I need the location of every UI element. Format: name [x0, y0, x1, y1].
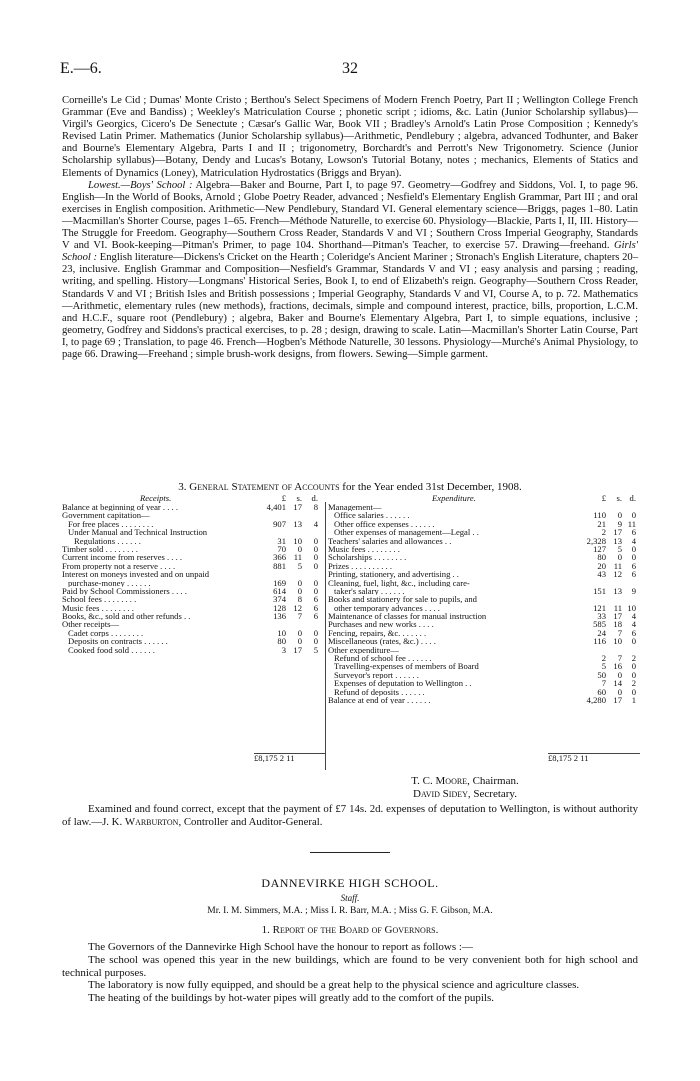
column-divider [325, 502, 326, 770]
shillings-value: 10 [613, 636, 622, 647]
account-item: Other expenses of management—Legal . . [334, 528, 479, 537]
shillings-value: 0 [617, 686, 622, 697]
report-paragraph: The Governors of the Dannevirke High School have the honour to report as follows :— [88, 941, 473, 953]
account-item: Interest on moneys invested and on unpaid [62, 570, 210, 579]
paragraph [62, 180, 638, 361]
account-item: other temporary advances . . . . [334, 603, 440, 613]
pence-value: 0 [631, 543, 636, 554]
pence-value: 1 [631, 694, 636, 705]
account-item: taker's salary . . . . . . [334, 586, 405, 596]
shillings-unit: s. [616, 493, 622, 503]
account-item: Cadet corps . . . . . . . . [68, 628, 144, 638]
account-item: Scholarships . . . . . . . . [328, 553, 407, 562]
pence-value: 6 [313, 594, 318, 605]
shillings-value: 7 [297, 611, 302, 622]
shillings-value: 0 [617, 552, 622, 563]
account-row [328, 654, 640, 662]
account-row [328, 545, 640, 553]
shillings-value: 14 [613, 678, 622, 689]
shillings-value: 12 [293, 602, 302, 613]
pence-unit: d. [311, 493, 318, 503]
pounds-value: 127 [593, 543, 606, 554]
account-item: For free places . . . . . . . . [68, 519, 154, 529]
pence-value: 4 [313, 518, 318, 529]
account-row [328, 587, 640, 595]
pounds-value: 80 [277, 636, 286, 647]
account-item: Teachers' salaries and allowances . . [328, 536, 452, 545]
shillings-value: 0 [617, 669, 622, 680]
account-row [328, 637, 640, 645]
pence-value: 0 [313, 636, 318, 647]
shillings-value: 13 [293, 518, 302, 529]
pounds-value: 881 [273, 560, 286, 571]
board-report-text [62, 941, 638, 1005]
pounds-value: 60 [597, 686, 606, 697]
shillings-value: 11 [613, 560, 622, 571]
pounds-value: 5 [601, 661, 606, 672]
pounds-value: 116 [593, 636, 606, 647]
account-item: Office salaries . . . . . . [334, 511, 410, 520]
pounds-value: 2 [601, 527, 606, 538]
pounds-value: 21 [597, 518, 606, 529]
account-item: Cooked food sold . . . . . . [68, 645, 155, 655]
shillings-value: 8 [297, 594, 302, 605]
staff-list: Mr. I. M. Simmers, M.A. ; Miss I. R. Barr, M.A. ; Miss G. F. Gibson, M.A. [207, 906, 493, 916]
account-row [328, 679, 640, 687]
shillings-value: 16 [613, 661, 622, 672]
shillings-value: 17 [613, 611, 622, 622]
account-row [328, 520, 640, 528]
pence-value: 0 [631, 636, 636, 647]
school-heading: DANNEVIRKE HIGH SCHOOL. [261, 876, 439, 890]
pence-value: 4 [631, 535, 636, 546]
account-row [328, 570, 640, 578]
pence-value: 0 [631, 510, 636, 521]
pence-value: 5 [313, 644, 318, 655]
pence-value: 0 [313, 577, 318, 588]
pounds-value: 31 [277, 535, 286, 546]
signatory-chairman: T. C. Moore, Chairman. [411, 775, 519, 787]
account-item: Books, &c., sold and other refunds . . [62, 612, 191, 621]
pounds-value: 80 [597, 552, 606, 563]
pence-value: 8 [313, 502, 318, 512]
account-item: Books and stationery for sale to pupils, and [328, 595, 477, 604]
pounds-value: 4,401 [266, 502, 286, 512]
account-item: Fencing, repairs, &c. . . . . . . [328, 628, 427, 638]
pounds-value: 33 [597, 611, 606, 622]
paragraph-text: English literature—Dickens's Cricket on the Hearth ; Coleridge's Ancient Mariner ; Stronach's English Literature, chapters 20–23, inclusive. English Grammar and Composition—Nesfield's Grammar, Standards V and VI ; easy analysis and parsing ; reading, writing, and spelling. History—Longmans' Historical Series, Book I, to end of Elizabeth's reign. Geography—Southern Cross Reader, Standards V and VI ; British Isles and British possessions ; Imperial Geography, Standards V and VI, Course A, to p. 72. Mathematics—Arithmetic, elementary rules (new methods), fractions, decimals, simple and compound interest, practice, bills, proportion, L.C.M. and H.C.F., square root (Pendlebury) ; algebra, Baker and Bourne's Elementary Algebra, Part I, to simple equations, inclusive ; geometry, Godfrey and Siddons's practical exercises, to p. 28 ; design, drawing to scale. Latin—Macmillan's Shorter Latin Course, Part I, to page 69 ; Translation, to page 46. French—Hogben's Méthode Naturelle, 30 lessons. Physiology—Murché's Animal Physiology, to page 66. Drawing—Freehand ; simple brush-work designs, from flowers. Sewing—Simple garment. [62, 252, 638, 360]
shillings-value: 7 [617, 653, 622, 664]
account-row [62, 646, 324, 654]
pence-value: 0 [313, 560, 318, 571]
shillings-value: 0 [297, 627, 302, 638]
account-item: School fees . . . . . . . . [62, 595, 137, 604]
account-item: Balance at beginning of year . . . . [62, 503, 178, 512]
account-row [328, 562, 640, 570]
shillings-value: 0 [617, 510, 622, 521]
shillings-value: 0 [297, 636, 302, 647]
account-item: Miscellaneous (rates, &c.) . . . . [328, 637, 436, 646]
shillings-value: 11 [613, 602, 622, 613]
pounds-unit: £ [281, 493, 286, 503]
totals-row [62, 750, 640, 762]
pounds-value: 43 [597, 569, 606, 580]
account-item: purchase-money . . . . . . [68, 578, 151, 587]
pence-value: 11 [627, 518, 636, 529]
account-item: Printing, stationery, and advertising . . [328, 570, 459, 579]
pence-value: 0 [313, 543, 318, 554]
pounds-value: 2,328 [586, 535, 606, 546]
pence-value: 4 [631, 619, 636, 630]
account-row [62, 612, 324, 620]
pence-value: 2 [631, 653, 636, 664]
account-item: Music fees . . . . . . . . [328, 544, 400, 554]
italic-label: Lowest.—Boys' School : [88, 179, 193, 191]
account-item: Other expenditure— [328, 645, 399, 655]
pence-value: 0 [313, 627, 318, 638]
shillings-value: 10 [293, 535, 302, 546]
pounds-value: 7 [601, 678, 606, 689]
account-item: Refund of school fee . . . . . . [334, 654, 432, 663]
account-item: Current income from reserves . . . . [62, 553, 183, 562]
pounds-value: 366 [273, 552, 286, 563]
shillings-value: 5 [617, 543, 622, 554]
receipts-column [62, 494, 324, 654]
shillings-value: 11 [293, 552, 302, 563]
account-item: Surveyor's report . . . . . . [334, 670, 419, 680]
account-row [328, 662, 640, 670]
pounds-value: 585 [593, 619, 606, 630]
account-row [62, 503, 324, 511]
pence-value: 0 [313, 552, 318, 563]
shillings-value: 18 [613, 619, 622, 630]
account-item: Regulations . . . . . . [74, 536, 141, 545]
shillings-value: 0 [297, 577, 302, 588]
shillings-value: 0 [297, 585, 302, 596]
paragraph [62, 95, 638, 180]
pounds-value: 121 [593, 602, 606, 613]
account-row [62, 520, 324, 528]
pounds-value: 20 [597, 560, 606, 571]
pence-value: 0 [313, 535, 318, 546]
expenditure-heading: Expenditure. [432, 493, 476, 503]
pence-value: 0 [631, 686, 636, 697]
pence-value: 6 [631, 527, 636, 538]
pounds-value: 3 [281, 644, 286, 655]
pounds-value: 614 [273, 585, 286, 596]
pounds-unit: £ [601, 493, 606, 503]
account-row [328, 553, 640, 561]
account-item: Deposits on contracts . . . . . . [68, 637, 168, 646]
account-item: Maintenance of classes for manual instruction [328, 612, 487, 621]
total-receipts: £8,175 2 11 [254, 753, 326, 762]
shillings-value: 7 [617, 627, 622, 638]
section-divider [310, 852, 390, 853]
pounds-value: 907 [273, 518, 286, 529]
report-heading: 1. Report of the Board of Governors. [261, 924, 439, 936]
signatures [330, 775, 600, 801]
account-item: Other office expenses . . . . . . [334, 519, 435, 529]
account-item: Expenses of deputation to Wellington . . [334, 679, 472, 688]
shillings-value: 17 [613, 527, 622, 538]
account-item: Cleaning, fuel, light, &c., including care- [328, 578, 470, 587]
account-row [62, 562, 324, 570]
pence-value: 6 [313, 602, 318, 613]
pence-value: 0 [631, 552, 636, 563]
shillings-unit: s. [296, 493, 302, 503]
report-code: E.—6. [60, 60, 102, 77]
pounds-value: 136 [273, 611, 286, 622]
pence-value: 0 [631, 661, 636, 672]
account-item: Government capitation— [62, 511, 150, 520]
account-item: Purchases and new works . . . . [328, 620, 434, 629]
shillings-value: 9 [617, 518, 622, 529]
pounds-value: 4,280 [586, 694, 606, 705]
pounds-value: 169 [273, 577, 286, 588]
pounds-value: 128 [273, 602, 286, 613]
account-row [328, 671, 640, 679]
account-row [328, 604, 640, 612]
report-paragraph: The heating of the buildings by hot-water pipes will greatly add to the comfort of the pupils. [88, 992, 494, 1005]
paragraph-text: Corneille's Le Cid ; Dumas' Monte Cristo ; Berthou's Select Specimens of Modern French Poetry, Part II ; Wellington College French Grammar (Eve and Bandiss) ; Weekley's Matriculation Course ; phonetic script ; idioms, &c. Latin (Junior Scholarship syllabus)—Virgil's Georgics, Cicero's De Senectute ; Cæsar's Gallic War, Book VII ; Bradley's Arnold's Latin Prose Composition ; Kennedy's Revised Latin Primer. Mathematics (Junior Scholarship syllabus)—Arithmetic, Pendlebury ; algebra, advanced Todhunter, and Baker and Bourne's Elementary Algebra, Parts I and II ; trigonometry, Borchardt's and Perrott's New Trigonometry. Science (Junior Scholarship syllabus)—Botany, Dendy and Lucas's Botany, Lowson's Tutorial Botany, notes ; mechanics, Elements of Statics and Elements of Dynamics (Loney), Matriculation Hydrostatics (Briggs and Bryan). [62, 95, 638, 179]
staff-heading: Staff. [340, 893, 360, 903]
pence-value: 9 [631, 585, 636, 596]
account-item: Timber sold . . . . . . . . [62, 544, 138, 554]
report-paragraph: The school was opened this year in the new buildings, which are found to be very convenient both for high school and technical purposes. [62, 953, 638, 979]
page-number: 32 [342, 60, 358, 77]
pounds-value: 2 [601, 653, 606, 664]
pounds-value: 110 [593, 510, 606, 521]
pence-value: 0 [313, 585, 318, 596]
pounds-value: 50 [597, 669, 606, 680]
shillings-value: 17 [613, 694, 622, 705]
shillings-value: 13 [613, 585, 622, 596]
expenditure-column [328, 494, 640, 704]
audit-note: Examined and found correct, except that the payment of £7 14s. 2d. expenses of deputation to Wellington, is without authority of law.—J. K. Warburton, Controller and Auditor-General. [62, 803, 638, 828]
account-item: Balance at end of year . . . . . . [328, 695, 431, 705]
shillings-value: 5 [297, 560, 302, 571]
shillings-value: 17 [293, 644, 302, 655]
account-item: Music fees . . . . . . . . [62, 603, 134, 613]
pence-value: 4 [631, 611, 636, 622]
accounts-title: 3. General Statement of Accounts for the Year ended 31st December, 1908. [178, 481, 522, 493]
accounts-statement [62, 494, 640, 772]
curriculum-text [62, 95, 638, 361]
account-item: Travelling-expenses of members of Board [334, 662, 479, 671]
signatory-secretary: David Sidey, Secretary. [413, 788, 517, 800]
pence-value: 6 [313, 611, 318, 622]
pence-unit: d. [629, 493, 636, 503]
pence-value: 0 [631, 669, 636, 680]
pence-value: 2 [631, 678, 636, 689]
report-paragraph: The laboratory is now fully equipped, and should be a great help to the physical science and agriculture classes. [88, 979, 580, 992]
pounds-value: 70 [277, 543, 286, 554]
shillings-value: 0 [297, 543, 302, 554]
shillings-value: 17 [293, 502, 302, 512]
account-item: Management— [328, 503, 382, 512]
pounds-value: 24 [597, 627, 606, 638]
account-row [328, 646, 640, 654]
account-row [328, 696, 640, 704]
pounds-value: 151 [593, 585, 606, 596]
receipts-heading: Receipts. [140, 493, 172, 503]
expenditure-header [328, 494, 640, 503]
shillings-value: 13 [613, 535, 622, 546]
pence-value: 6 [631, 569, 636, 580]
pounds-value: 374 [273, 594, 286, 605]
account-item: Paid by School Commissioners . . . . [62, 586, 187, 596]
total-expenditure: £8,175 2 11 [548, 753, 640, 762]
account-item: From property not a reserve . . . . [62, 561, 176, 571]
shillings-value: 12 [613, 569, 622, 580]
paragraph-text: Algebra—Baker and Bourne, Part I, to page 97. Geometry—Godfrey and Siddons, Vol. I, to page 96. English—In the World of Books, Arnold ; Globe Poetry Reader, advanced ; Nesfield's Elementary English Grammar, Part III ; and oral exercises in English composition. Arithmetic—New Pendlebury, Standard VI. General elementary science—Briggs, pages 1–80. Latin—Macmillan's Shorter Course, pages 1–65. French—Méthode Naturelle, to exercise 60. Physiology—Blackie, Parts I, II, III. History—The Struggle for Freedom. Geography—Southern Cross Reader, Standards V and VI ; Southern Cross Imperial Geography, Standards V and VI. Book-keeping—Pitman's Primer, to page 104. Shorthand—Pitman's Teacher, to exercise 57. Drawing—freehand. [62, 179, 638, 252]
account-item: Other receipts— [62, 620, 120, 629]
pence-value: 6 [631, 560, 636, 571]
account-item: Prizes . . . . . . . . . . [328, 561, 392, 571]
pence-value: 10 [627, 602, 636, 613]
page-header [60, 60, 640, 82]
italic-label: Girls' School : [62, 240, 638, 264]
account-row [328, 620, 640, 628]
account-item: Under Manual and Technical Instruction [68, 528, 208, 537]
pounds-value: 10 [277, 627, 286, 638]
account-item: Refund of deposits . . . . . . [334, 687, 425, 696]
account-row [328, 511, 640, 519]
pence-value: 6 [631, 627, 636, 638]
